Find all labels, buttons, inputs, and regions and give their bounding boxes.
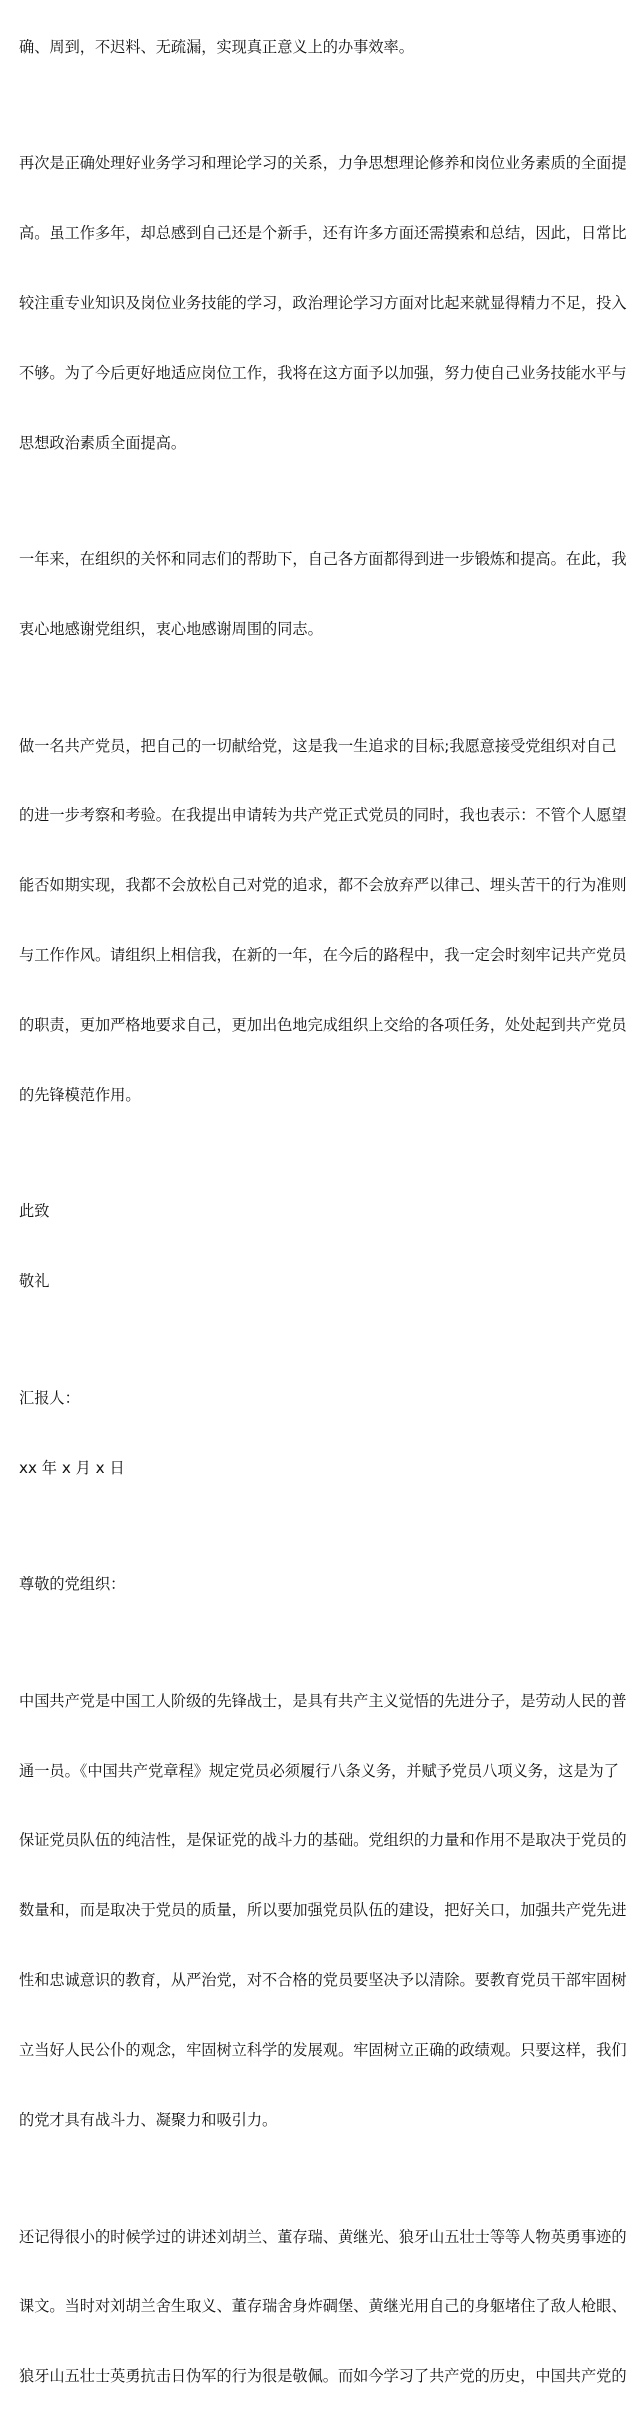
- text-line: 做一名共产党员，把自己的一切献给党，这是我一生追求的目标;我愿意接受党组织对自己: [19, 736, 617, 755]
- text-line: 数量和，而是取决于党员的质量，所以要加强党员队伍的建设，把好关口，加强共产党先进: [19, 1901, 627, 1920]
- text-line: 的先锋模范作用。: [19, 1085, 141, 1104]
- text-line: 性和忠诚意识的教育，从严治党，对不合格的党员要坚决予以清除。要教育党员干部牢固树: [19, 1971, 627, 1990]
- text-line: 还记得很小的时候学过的讲述刘胡兰、董存瑞、黄继光、狼牙山五壮士等等人物英勇事迹的: [19, 2227, 627, 2246]
- text-line: 狼牙山五壮士英勇抗击日伪军的行为很是敬佩。而如今学习了共产党的历史，中国共产党的: [19, 2367, 627, 2386]
- greeting-line: 尊敬的党组织：: [19, 1575, 126, 1594]
- paragraph-heroes: [19, 2179, 627, 2435]
- paragraph-commitment: [19, 688, 627, 1154]
- text-line: 衷心地感谢党组织，衷心地感谢周围的同志。: [19, 620, 323, 639]
- text-line: 的进一步考察和考验。在我提出申请转为共产党正式党员的同时，我也表示：不管个人愿望: [19, 806, 627, 825]
- text-line: 确、周到，不迟料、无疏漏，实现真正意义上的办事效率。: [19, 37, 414, 56]
- closing-salutation: [19, 1154, 627, 1340]
- text-line: 较注重专业知识及岗位业务技能的学习，政治理论学习方面对比起来就显得精力不足，投入: [19, 293, 627, 312]
- text-line: 高。虽工作多年，却总感到自己还是个新手，还有许多方面还需摸索和总结，因此，日常比: [19, 223, 627, 242]
- reporter-label: 汇报人：: [19, 1388, 80, 1407]
- paragraph-efficiency-tail: [19, 0, 627, 105]
- text-line: 立当好人民公仆的观念，牢固树立科学的发展观。牢固树立正确的政绩观。只要这样，我们: [19, 2041, 627, 2060]
- text-line: 一年来，在组织的关怀和同志们的帮助下，自己各方面都得到进一步锻炼和提高。在此，我: [19, 550, 627, 569]
- text-line: 的党才具有战斗力、凝聚力和吸引力。: [19, 2111, 278, 2130]
- paragraph-study-balance: [19, 105, 627, 501]
- text-line: 保证党员队伍的纯洁性，是保证党的战斗力的基础。党组织的力量和作用不是取决于党员的: [19, 1831, 627, 1850]
- closing-line: 此致: [19, 1202, 50, 1221]
- text-line: 课文。当时对刘胡兰舍生取义、董存瑞舍身炸碉堡、黄继光用自己的身躯堵住了敌人枪眼、: [19, 2297, 627, 2316]
- text-line: 能否如期实现，我都不会放松自己对党的追求，都不会放弃严以律己、埋头苦干的行为准则: [19, 876, 627, 895]
- text-line: 再次是正确处理好业务学习和理论学习的关系，力争思想理论修养和岗位业务素质的全面提: [19, 154, 627, 173]
- document-body: [19, 0, 627, 2435]
- text-line: 通一员。《中国共产党章程》规定党员必须履行八条义务，并赋予党员八项义务，这是为了: [19, 1761, 619, 1780]
- text-line: 与工作作风。请组织上相信我，在新的一年，在今后的路程中，我一定会时刻牢记共产党员: [19, 946, 627, 965]
- paragraph-gratitude: [19, 502, 627, 688]
- text-line: 不够。为了今后更好地适应岗位工作，我将在这方面予以加强，努力使自己业务技能水平与: [19, 363, 627, 382]
- text-line: 的职责，更加严格地要求自己，更加出色地完成组织上交给的各项任务，处处起到共产党员: [19, 1016, 627, 1035]
- report-date: xx 年 x 月 x 日: [19, 1458, 125, 1477]
- second-report-greeting: [19, 1527, 627, 1643]
- text-line: 思想政治素质全面提高。: [19, 433, 187, 452]
- signature-block: [19, 1340, 627, 1526]
- paragraph-party-members: [19, 1643, 627, 2179]
- text-line: 中国共产党是中国工人阶级的先锋战士，是具有共产主义觉悟的先进分子，是劳动人民的普: [19, 1691, 627, 1710]
- closing-line: 敬礼: [19, 1272, 50, 1291]
